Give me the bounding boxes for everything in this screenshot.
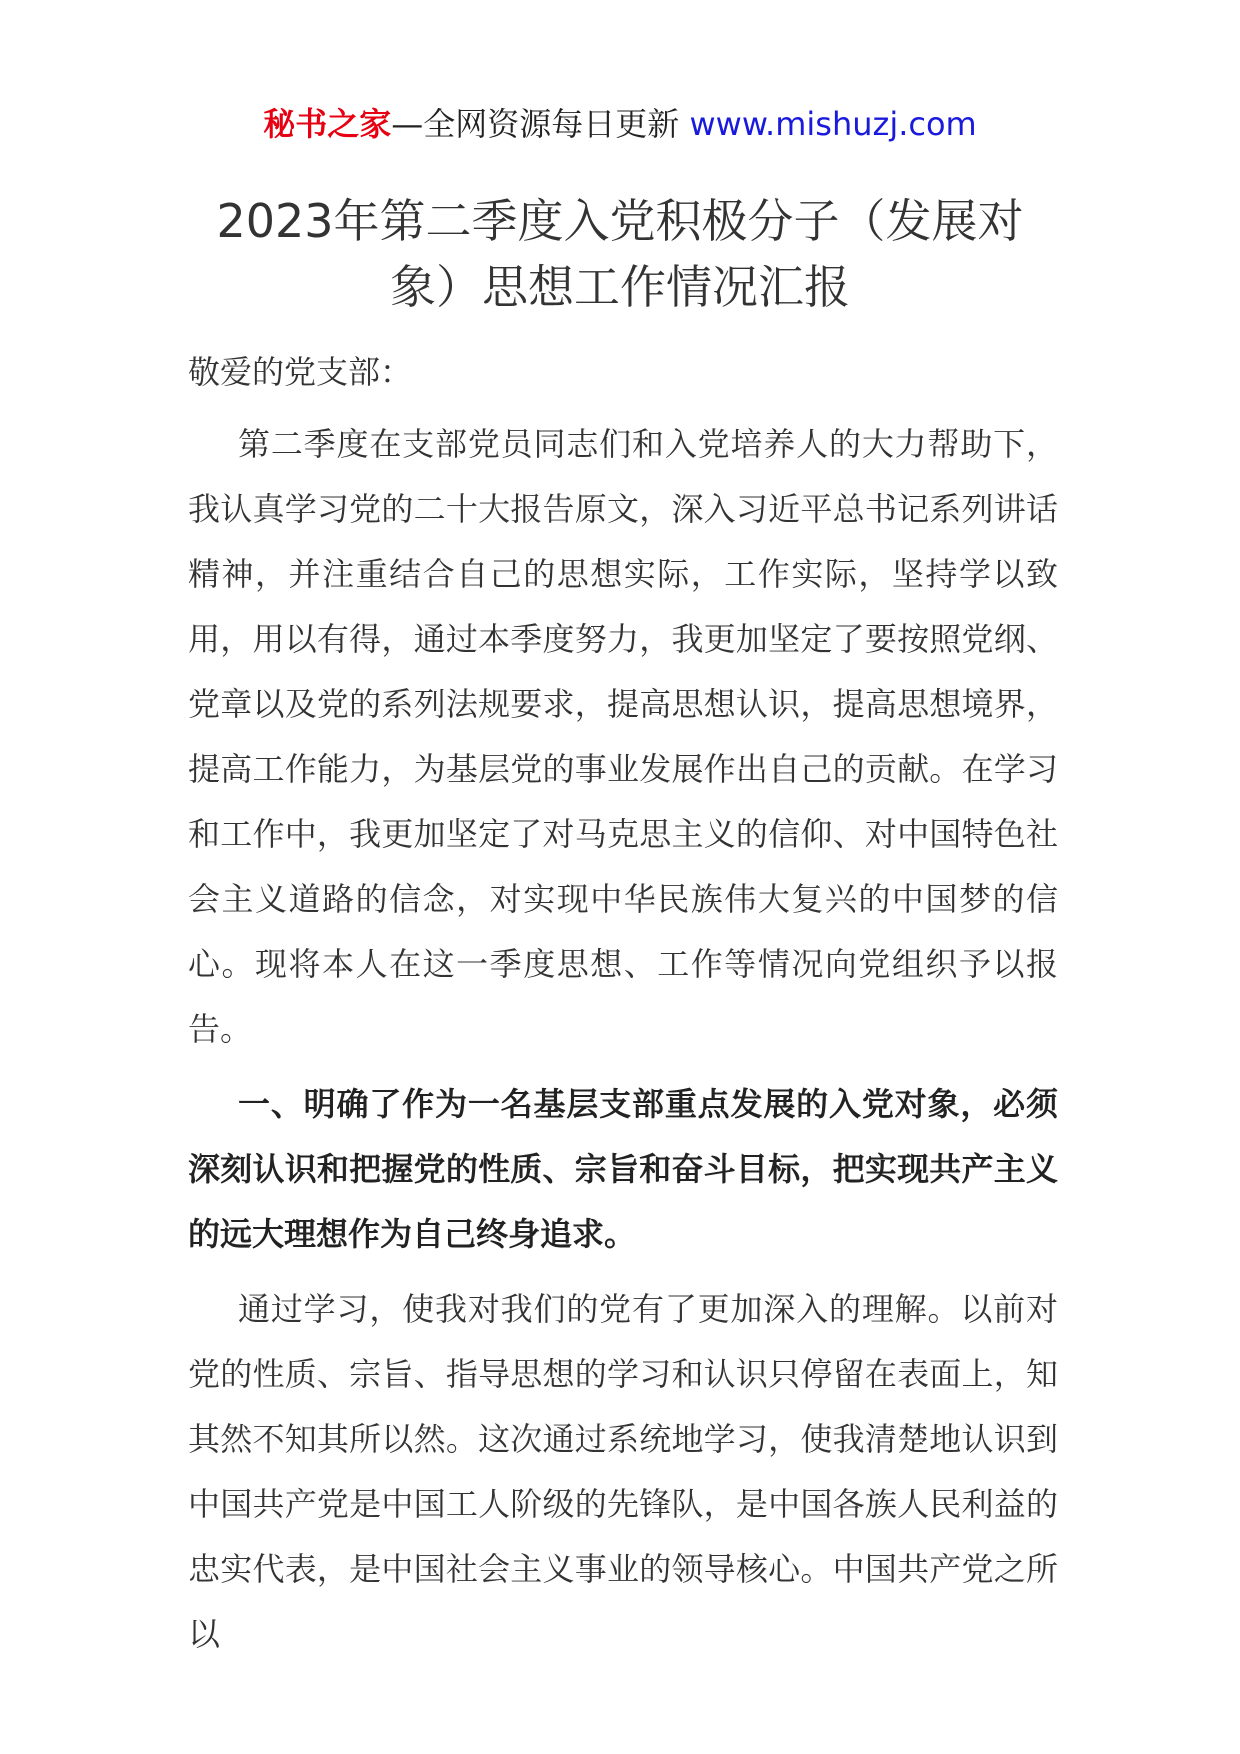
section-heading-1: 一、明确了作为一名基层支部重点发展的入党对象，必须深刻认识和把握党的性质、宗旨和奋斗目标，把实现共产主义的远大理想作为自己终身追求。: [188, 1085, 1058, 1253]
site-header: [0, 100, 1240, 148]
body-paragraph-2: 通过学习，使我对我们的党有了更加深入的理解。以前对党的性质、宗旨、指导思想的学习和认识只停留在表面上，知其然不知其所以然。这次通过系统地学习，使我清楚地认识到中国共产党是中国工人阶级的先锋队，是中国各族人民利益的忠实代表，是中国社会主义事业的领导核心。中国共产党之所以: [188, 1290, 1058, 1653]
document-body: [188, 340, 1058, 1677]
document-title: [200, 188, 1040, 320]
document-title-line-2: 象）思想工作情况汇报: [390, 260, 850, 314]
salutation: 敬爱的党支部：: [188, 353, 413, 391]
site-tagline: —全网资源每日更新: [391, 105, 680, 143]
document-title-line-1: 2023年第二季度入党积极分子（发展对: [216, 194, 1024, 248]
site-url-link[interactable]: www.mishuzj.com: [689, 105, 977, 143]
site-brand: 秘书之家: [263, 105, 392, 143]
body-paragraph-1: 第二季度在支部党员同志们和入党培养人的大力帮助下，我认真学习党的二十大报告原文，深入习近平总书记系列讲话精神，并注重结合自己的思想实际，工作实际，坚持学以致用，用以有得，通过本季度努力，我更加坚定了要按照党纲、党章以及党的系列法规要求，提高思想认识，提高思想境界，提高工作能力，为基层党的事业发展作出自己的贡献。在学习和工作中，我更加坚定了对马克思主义的信仰、对中国特色社会主义道路的信念，对实现中华民族伟大复兴的中国梦的信心。现将本人在这一季度思想、工作等情况向党组织予以报告。: [188, 425, 1058, 1048]
